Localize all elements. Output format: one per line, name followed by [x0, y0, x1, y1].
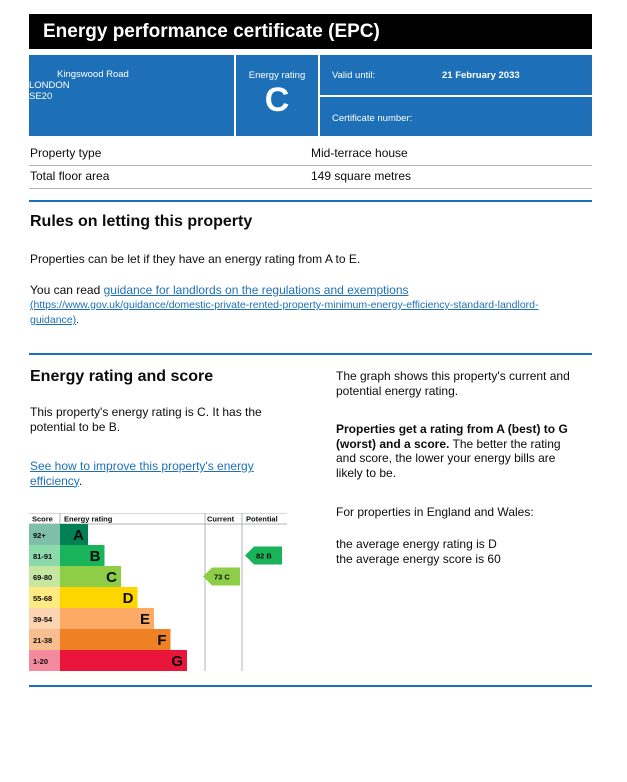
- graph-explanation: The graph shows this property's current and potential energy rating.: [336, 369, 570, 398]
- address-block: [29, 55, 234, 136]
- improve-efficiency-para: See how to improve this property's energy efficiency.: [30, 459, 254, 488]
- energy-rating-letter: C: [264, 81, 290, 119]
- average-score: the average energy score is 60: [336, 551, 501, 566]
- landlord-guidance-link[interactable]: guidance for landlords on the regulations and exemptions: [103, 283, 409, 297]
- average-rating: the average energy rating is D: [336, 537, 497, 551]
- guidance-url-para: (https://www.gov.uk/guidance/domestic-private-rented-property-minimum-energy-efficiency-standard-landlord- guidance).: [30, 299, 539, 326]
- chart-header-potential: Potential: [246, 514, 278, 524]
- rating-heading: Energy rating and score: [30, 368, 214, 385]
- letting-guidance-para: [30, 283, 409, 298]
- band-score-label: 55-68: [33, 594, 53, 603]
- address-line-2: LONDON: [29, 80, 70, 91]
- summary-value: Mid-terrace house: [311, 146, 408, 160]
- band-letter: A: [73, 527, 84, 544]
- band-score-label: 92+: [33, 531, 46, 540]
- rating-description: This property's energy rating is C. It has the potential to be B.: [30, 405, 262, 434]
- chart-header-score: Score: [32, 514, 53, 524]
- england-wales-label: For properties in England and Wales:: [336, 505, 534, 519]
- band-bar-g: [60, 650, 187, 671]
- current-rating-label: 73 C: [214, 572, 230, 582]
- summary-row-property-type: [29, 143, 592, 166]
- chart-header-current: Current: [207, 514, 235, 524]
- summary-key: Property type: [30, 146, 102, 160]
- address-postcode: SE20: [29, 91, 53, 102]
- address-line-1: Kingswood Road: [57, 69, 129, 80]
- rating-scale-explanation: Properties get a rating from A (best) to G (worst) and a score. The better the rating and score, the lower your energy bills are likely to be.: [336, 422, 568, 480]
- letting-heading: Rules on letting this property: [30, 213, 253, 230]
- guidance-url-link-1[interactable]: (https://www.gov.uk/guidance/domestic-private-rented-property-minimum-energy-efficiency-standard-landlord-: [30, 299, 539, 311]
- section-divider: [29, 353, 592, 355]
- band-letter: D: [122, 590, 134, 607]
- chart-bands: [29, 524, 187, 671]
- average-values: [336, 537, 501, 566]
- read-prefix: You can read: [30, 283, 104, 297]
- letting-rule-text: Properties can be let if they have an energy rating from A to E.: [30, 252, 361, 266]
- band-bar-f: [60, 629, 171, 650]
- epc-header: [29, 55, 592, 136]
- certificate-number-label: Certificate number:: [332, 113, 413, 124]
- improve-efficiency-link[interactable]: See how to improve this property's energy efficiency: [30, 459, 254, 488]
- band-letter: G: [171, 653, 183, 670]
- band-score-label: 1-20: [33, 657, 49, 666]
- summary-row-floor-area: [29, 166, 592, 189]
- energy-rating-box: [236, 55, 318, 136]
- band-score-label: 69-80: [33, 573, 53, 582]
- summary-key: Total floor area: [30, 169, 110, 183]
- guidance-url-link-2[interactable]: guidance): [30, 314, 77, 326]
- energy-rating-label: Energy rating: [248, 70, 306, 81]
- section-divider: [29, 685, 592, 687]
- potential-rating-label: 82 B: [256, 551, 272, 561]
- band-letter: E: [139, 611, 150, 628]
- valid-until-label: Valid until:: [332, 70, 376, 81]
- section-divider: [29, 200, 592, 202]
- band-score-label: 39-54: [33, 615, 53, 624]
- summary-value: 149 square metres: [311, 169, 412, 183]
- valid-until-value: 21 February 2033: [442, 70, 520, 81]
- band-score-label: 21-38: [33, 636, 53, 645]
- energy-rating-chart: [29, 513, 287, 671]
- valid-until-box: [320, 55, 592, 95]
- page-title: Energy performance certificate (EPC): [29, 14, 592, 49]
- band-score-label: 81-91: [33, 552, 53, 561]
- band-letter: B: [89, 548, 101, 565]
- band-letter: C: [106, 569, 117, 586]
- chart-header-rating: Energy rating: [64, 514, 113, 524]
- band-letter: F: [157, 632, 167, 649]
- certificate-number-box: [320, 97, 592, 136]
